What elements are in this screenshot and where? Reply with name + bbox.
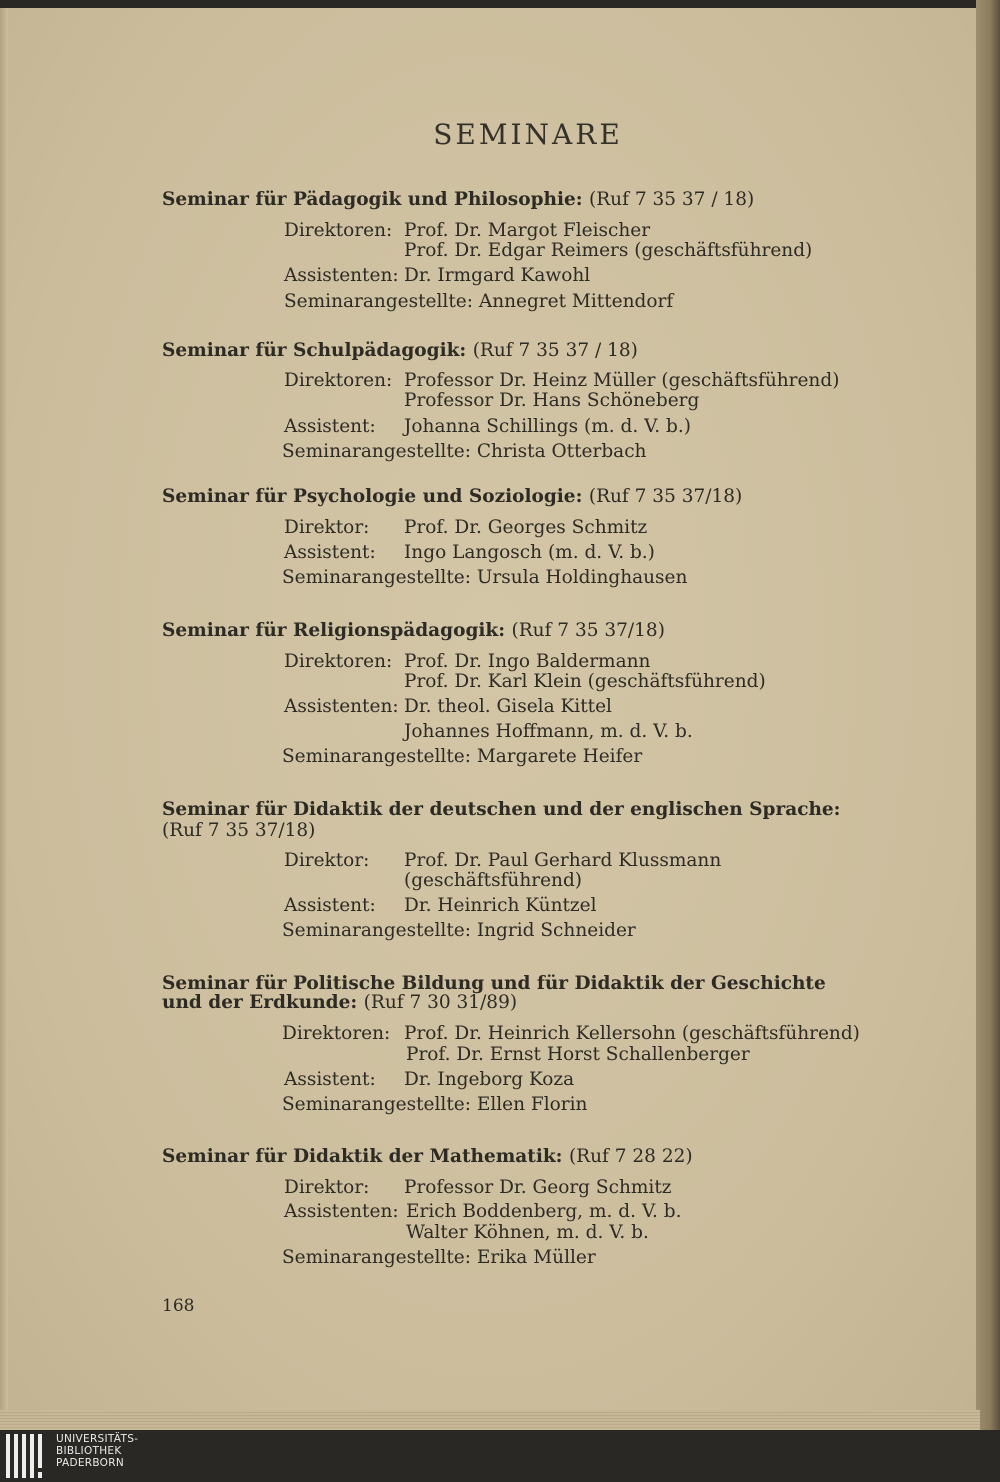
seminar-heading: Seminar für Didaktik der Mathematik: (Ruf 7 28 22) (162, 1146, 693, 1167)
book-binding (976, 0, 1000, 1430)
line-label: Seminarangestellte: Ursula Holdinghausen (282, 567, 688, 588)
page-title: SEMINARE (433, 118, 623, 151)
page-number: 168 (162, 1296, 195, 1316)
line-value: Prof. Dr. Heinrich Kellersohn (geschäftsführend) (404, 1023, 860, 1044)
line-value: Johanna Schillings (m. d. V. b.) (404, 416, 691, 437)
line-value: Dr. theol. Gisela Kittel (404, 696, 612, 717)
line-value: Walter Köhnen, m. d. V. b. (406, 1222, 649, 1243)
line-label: Assistent: (284, 1069, 376, 1090)
line-value: Prof. Dr. Ingo Baldermann (404, 651, 651, 672)
line-value: Prof. Dr. Paul Gerhard Klussmann (404, 850, 722, 871)
line-value: Prof. Dr. Margot Fleischer (404, 220, 651, 241)
line-label: Direktoren: (284, 370, 393, 391)
line-label: Assistent: (284, 542, 376, 563)
page-stack (0, 1410, 980, 1430)
seminar-heading: Seminar für Psychologie und Soziologie: (Ruf 7 35 37/18) (162, 486, 743, 507)
line-label: Assistenten: (284, 1201, 399, 1222)
line-value: Dr. Ingeborg Koza (404, 1069, 575, 1090)
line-label: Direktor: (284, 517, 370, 538)
seminar-phone: (Ruf 7 35 37/18) (162, 820, 316, 841)
library-name: UNIVERSITÄTS- BIBLIOTHEK PADERBORN (56, 1433, 139, 1469)
seminar-heading-cont: und der Erdkunde: (Ruf 7 30 31/89) (162, 992, 518, 1013)
line-value: Prof. Dr. Georges Schmitz (404, 517, 648, 538)
line-label: Direktoren: (284, 220, 393, 241)
line-label: Seminarangestellte: Ingrid Schneider (282, 920, 636, 941)
seminar-heading: Seminar für Pädagogik und Philosophie: (Ruf 7 35 37 / 18) (162, 189, 755, 210)
line-value: Professor Dr. Georg Schmitz (404, 1177, 672, 1198)
line-value: (geschäftsführend) (404, 870, 583, 891)
library-logo-icon (6, 1434, 52, 1478)
line-value: Dr. Heinrich Küntzel (404, 895, 597, 916)
page-edge (0, 8, 8, 1418)
line-value: Prof. Dr. Edgar Reimers (geschäftsführend) (404, 240, 813, 261)
line-value: Johannes Hoffmann, m. d. V. b. (404, 721, 693, 742)
line-value: Professor Dr. Heinz Müller (geschäftsführend) (404, 370, 840, 391)
line-value: Erich Boddenberg, m. d. V. b. (406, 1201, 682, 1222)
line-label: Assistent: (284, 895, 376, 916)
seminar-heading: Seminar für Politische Bildung und für Didaktik der Geschichte (162, 973, 826, 994)
line-value: Ingo Langosch (m. d. V. b.) (404, 542, 655, 563)
line-value: Prof. Dr. Ernst Horst Schallenberger (406, 1044, 750, 1065)
line-label: Seminarangestellte: Margarete Heifer (282, 746, 643, 767)
line-value: Prof. Dr. Karl Klein (geschäftsführend) (404, 671, 766, 692)
footer-bar (0, 1430, 1000, 1482)
line-label: Assistenten: (284, 265, 399, 286)
seminar-heading: Seminar für Didaktik der deutschen und der englischen Sprache: (162, 799, 841, 820)
line-label: Seminarangestellte: Erika Müller (282, 1247, 596, 1268)
seminar-heading: Seminar für Religionspädagogik: (Ruf 7 35 37/18) (162, 620, 665, 641)
line-label: Direktoren: (284, 651, 393, 672)
line-label: Direktor: (284, 850, 370, 871)
line-value: Professor Dr. Hans Schöneberg (404, 390, 700, 411)
line-label: Seminarangestellte: Annegret Mittendorf (284, 291, 674, 312)
seminar-heading: Seminar für Schulpädagogik: (Ruf 7 35 37 / 18) (162, 340, 638, 361)
line-value: Dr. Irmgard Kawohl (404, 265, 591, 286)
line-label: Assistent: (284, 416, 376, 437)
line-label: Seminarangestellte: Christa Otterbach (282, 441, 647, 462)
line-label: Assistenten: (284, 696, 399, 717)
line-label: Seminarangestellte: Ellen Florin (282, 1094, 588, 1115)
line-label: Direktor: (284, 1177, 370, 1198)
line-label: Direktoren: (282, 1023, 391, 1044)
